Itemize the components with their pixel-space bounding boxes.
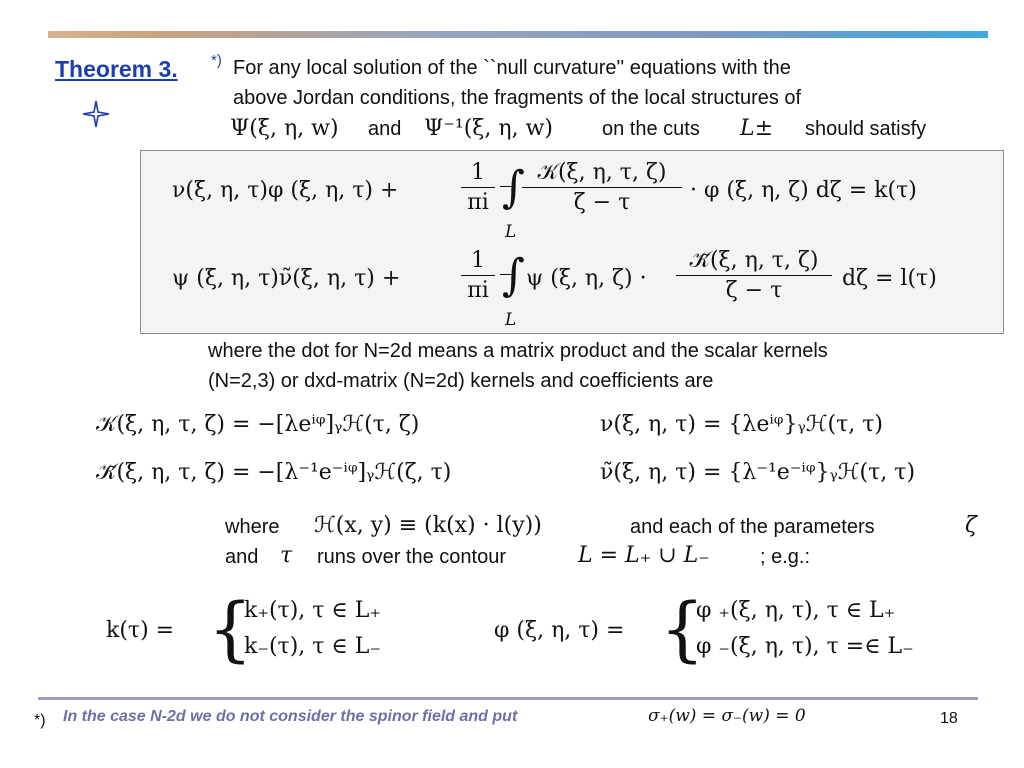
k-case-plus: k₊(τ), τ ∈ L₊ [244, 598, 381, 623]
k-case-minus: k₋(τ), τ ∈ L₋ [244, 634, 381, 659]
footnote-marker: *) [211, 52, 222, 69]
runs-over-text: runs over the contour [317, 546, 506, 568]
contour-definition: L = L₊ ∪ L₋ [578, 543, 710, 568]
kernel-K-tilde-definition: 𝒦̃(ξ, η, τ, ζ) = −[λ⁻¹e⁻ⁱᵠ]ᵧℋ(ζ, τ) [96, 460, 452, 485]
psi-expression: Ψ(ξ, η, w) [230, 116, 339, 141]
phi-left-brace: { [660, 588, 705, 670]
eq2-kernel-den: ζ − τ [725, 278, 783, 303]
should-satisfy-text: should satisfy [805, 118, 927, 140]
theorem-label: Theorem 3. [55, 56, 178, 82]
eq2-kernel-fraction [676, 248, 832, 303]
nu-definition: ν(ξ, η, τ) = {λeⁱᵠ}ᵧℋ(τ, τ) [600, 412, 884, 437]
H-definition: ℋ(x, y) ≡ (k(x) · l(y)) [314, 513, 542, 538]
eq2-kernel-num: 𝒦̃(ξ, η, τ, ζ) [689, 248, 819, 273]
and-word-2: and [225, 546, 259, 568]
eq1-kernel-den: ζ − τ [573, 190, 631, 215]
eq2-middle: ψ (ξ, η, ζ) · [526, 266, 647, 291]
phi-case-minus: φ ₋(ξ, η, τ), τ =∈ L₋ [696, 634, 914, 659]
statement-line-1: For any local solution of the ``null curvature'' equations with the [233, 57, 791, 79]
zeta-symbol: ζ [965, 513, 977, 538]
header-gradient-bar [48, 31, 988, 38]
eg-text: ; e.g.: [760, 546, 811, 568]
nu-tilde-definition: ν̃(ξ, η, τ) = {λ⁻¹e⁻ⁱᵠ}ᵧℋ(τ, τ) [600, 460, 916, 485]
page-number: 18 [940, 710, 958, 727]
eq1-kernel-num: 𝒦(ξ, η, τ, ζ) [537, 160, 667, 185]
k-left-brace: { [208, 588, 253, 670]
eq1-kernel-fraction [522, 160, 682, 215]
eq1-integral-sign: ∫ [502, 162, 525, 213]
where-word: where [225, 516, 280, 538]
k-piecewise-lhs: k(τ) = [106, 618, 175, 643]
explanation-line-2: (N=2,3) or dxd-matrix (N=2d) kernels and coefficients are [208, 370, 714, 392]
and-word: and [368, 118, 402, 140]
footer-footnote-text: In the case N-2d we do not consider the spinor field and put [63, 708, 518, 725]
footer-footnote-mark: *) [34, 712, 46, 729]
eq2-principal-value-bar [500, 274, 514, 275]
eq2-left: ψ (ξ, η, τ)ν̃(ξ, η, τ) + [172, 266, 401, 291]
eq2-fraction [461, 248, 495, 303]
eq1-principal-value-bar [500, 186, 514, 187]
eq2-fraction-num: 1 [471, 248, 485, 273]
phi-piecewise-lhs: φ (ξ, η, τ) = [494, 618, 625, 643]
footer-sigma-formula: σ₊(w) = σ₋(w) = 0 [648, 706, 806, 726]
eq2-integral-contour: L [505, 310, 517, 330]
tau-symbol: τ [280, 543, 293, 568]
cuts-symbol: L± [740, 116, 774, 141]
eq2-fraction-den: πi [467, 278, 489, 303]
eq2-integral-sign: ∫ [502, 250, 525, 301]
sparkle-icon [82, 100, 110, 133]
explanation-line-1: where the dot for N=2d means a matrix product and the scalar kernels [208, 340, 828, 362]
kernel-K-definition: 𝒦(ξ, η, τ, ζ) = −[λeⁱᵠ]ᵧℋ(τ, ζ) [96, 412, 420, 437]
eq1-fraction-num: 1 [471, 160, 485, 185]
on-the-cuts-text: on the cuts [602, 118, 700, 140]
footer-divider [38, 697, 978, 700]
eq1-fraction [461, 160, 495, 215]
psi-inverse-expression: Ψ⁻¹(ξ, η, w) [424, 116, 553, 141]
phi-case-plus: φ ₊(ξ, η, τ), τ ∈ L₊ [696, 598, 896, 623]
eq1-integral-contour: L [505, 222, 517, 242]
eq2-right: dζ = l(τ) [842, 266, 937, 291]
eq1-right: · φ (ξ, η, ζ) dζ = k(τ) [690, 178, 917, 203]
eq1-left: ν(ξ, η, τ)φ (ξ, η, τ) + [172, 178, 399, 203]
statement-line-2: above Jordan conditions, the fragments of the local structures of [233, 87, 802, 109]
eq1-fraction-den: πi [467, 190, 489, 215]
and-each-text: and each of the parameters [630, 516, 875, 538]
